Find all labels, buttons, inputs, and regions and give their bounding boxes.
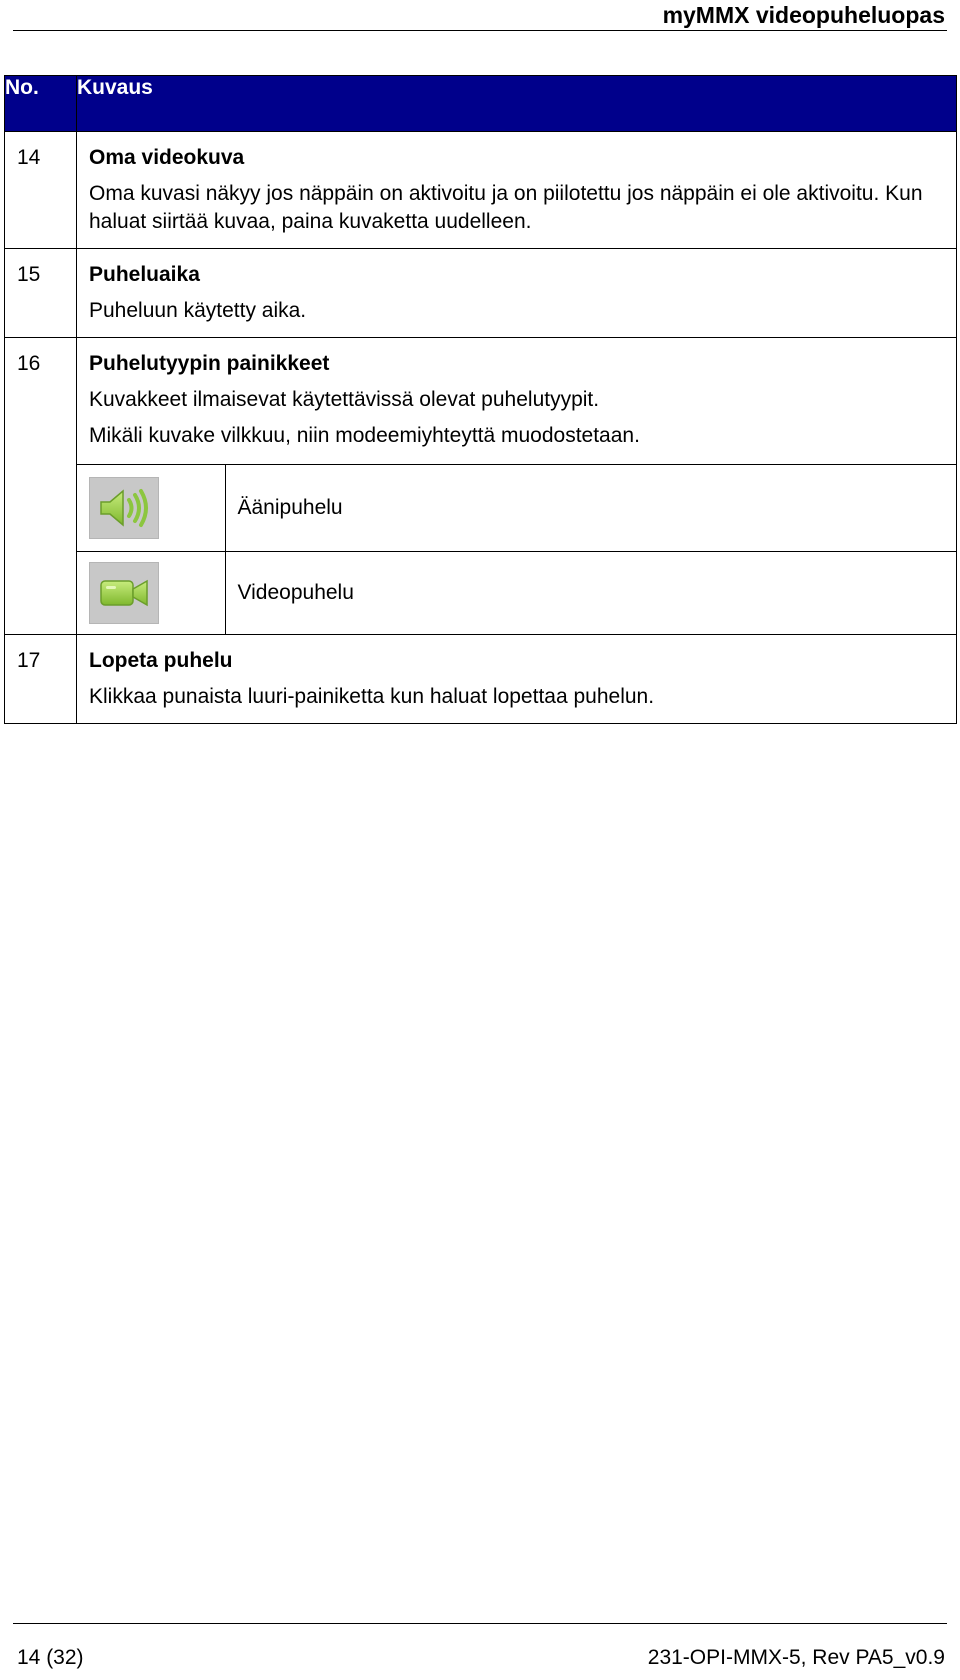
page-number: 14 (32) <box>17 1646 84 1669</box>
icon-row <box>77 465 956 552</box>
table-row <box>5 338 957 635</box>
row-number: 17 <box>5 635 77 724</box>
row-description <box>77 635 957 724</box>
item-title: Oma videokuva <box>89 146 245 169</box>
table-row <box>5 249 957 338</box>
table-row <box>5 132 957 249</box>
item-text: Mikäli kuvake vilkkuu, niin modeemiyhteyttä muodostetaan. <box>89 424 640 447</box>
column-header-description: Kuvaus <box>77 76 957 132</box>
page-footer <box>13 1623 947 1674</box>
table-row <box>5 635 957 724</box>
video-call-label: Videopuhelu <box>225 552 956 635</box>
speaker-icon <box>89 477 159 539</box>
item-title: Puheluaika <box>89 263 200 286</box>
row-description <box>77 249 957 338</box>
item-title: Puhelutyypin painikkeet <box>89 352 330 375</box>
call-type-icon-table <box>77 464 956 634</box>
item-text: Puheluun käytetty aika. <box>89 299 307 322</box>
icon-row <box>77 552 956 635</box>
column-header-no: No. <box>5 76 77 132</box>
voice-call-label: Äänipuhelu <box>225 465 956 552</box>
description-table <box>4 75 957 724</box>
item-text: Oma kuvasi näkyy jos näppäin on aktivoitu ja on piilotettu jos näppäin ei ole aktivoitu. Kun haluat siirtää kuvaa, paina kuvaketta uudelleen. <box>89 182 923 233</box>
row-number: 15 <box>5 249 77 338</box>
row-description <box>77 132 957 249</box>
row-description <box>77 338 957 635</box>
item-title: Lopeta puhelu <box>89 649 233 672</box>
table-header-row <box>5 76 957 132</box>
document-id: 231-OPI-MMX-5, Rev PA5_v0.9 <box>647 1646 945 1669</box>
page-header <box>13 0 947 31</box>
item-text: Klikkaa punaista luuri-painiketta kun haluat lopettaa puhelun. <box>89 685 655 708</box>
item-text: Kuvakkeet ilmaisevat käytettävissä olevat puhelutyypit. <box>89 388 600 411</box>
row-number: 16 <box>5 338 77 635</box>
row-number: 14 <box>5 132 77 249</box>
document-title: myMMX videopuheluopas <box>662 2 945 28</box>
video-camera-icon <box>89 562 159 624</box>
